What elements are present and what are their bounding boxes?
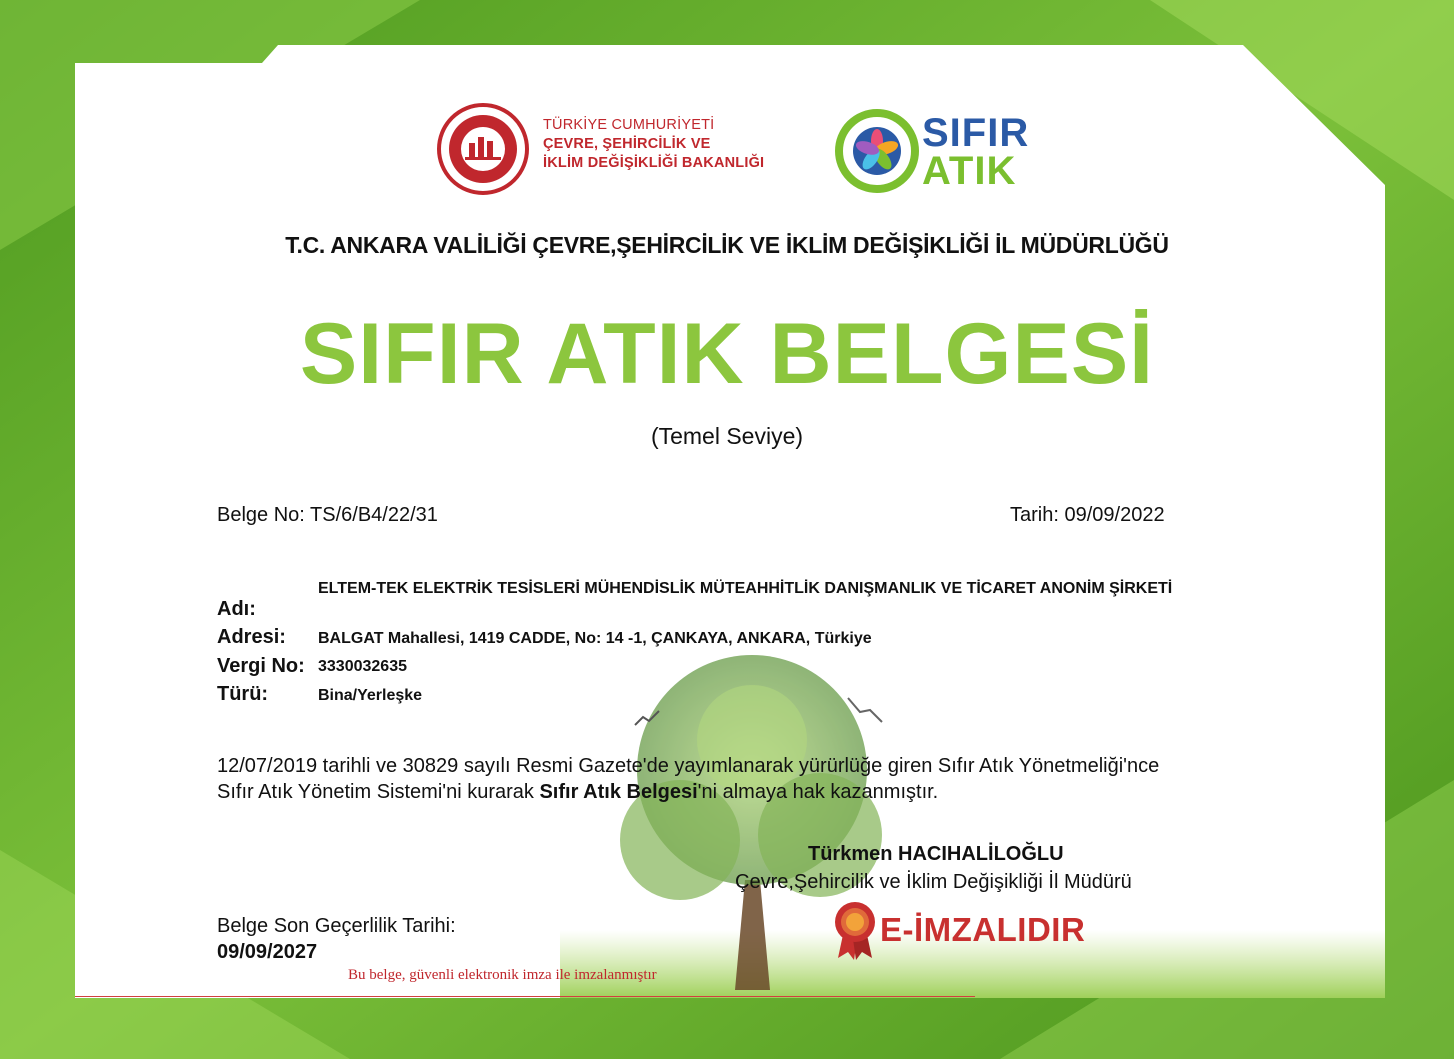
statement-part-1: 12/07/2019 tarihli ve 30829 sayılı Resmi Gazete'de yayımlanarak yürürlüğe giren Sıfır Atık Yönetmeliği'nce Sıfır Atık Yönetim Sistemi'ni kurarak [217, 755, 1160, 803]
certificate-title: SIFIR ATIK BELGESİ [299, 306, 1155, 402]
statement-bold: Sıfır Atık Belgesi [539, 781, 698, 803]
ministry-name [543, 116, 764, 173]
validity-date: 09/09/2027 [217, 941, 318, 963]
logo-word-atik: ATIK [922, 149, 1017, 193]
sifir-atik-logo-text [922, 111, 1030, 193]
ministry-line-3: İKLİM DEĞİŞİKLİĞİ BAKANLIĞI [543, 155, 765, 171]
address-label: Adresi: [217, 626, 286, 648]
validity-label: Belge Son Geçerlilik Tarihi: [217, 915, 456, 937]
e-signed-stamp: E-İMZALIDIR [880, 911, 1086, 948]
seal-ribbon-icon [832, 900, 878, 960]
document-date: Tarih: 09/09/2022 [1010, 504, 1165, 526]
certificate-statement [217, 753, 1197, 805]
signer-title: Çevre,Şehircilik ve İklim Değişikliği İl Müdürü [735, 871, 1132, 893]
certificate-level: (Temel Seviye) [650, 423, 804, 449]
logo-word-sifir: SIFIR [922, 111, 1030, 155]
document-number: Belge No: TS/6/B4/22/31 [217, 504, 438, 526]
divider-line [75, 996, 975, 997]
name-label: Adı: [217, 598, 256, 620]
type-label: Türü: [217, 683, 269, 705]
directorate-title: T.C. ANKARA VALİLİĞİ ÇEVRE,ŞEHİRCİLİK VE İKLİM DEĞİŞİKLİĞİ İL MÜDÜRLÜĞÜ [285, 232, 1169, 258]
ministry-emblem-icon [433, 103, 533, 195]
type-value: Bina/Yerleşke [318, 687, 423, 704]
ministry-line-2: ÇEVRE, ŞEHİRCİLİK VE [543, 136, 711, 152]
sifir-atik-logo-icon [834, 108, 920, 194]
ministry-line-1: TÜRKİYE CUMHURİYETİ [543, 117, 715, 133]
address-value: BALGAT Mahallesi, 1419 CADDE, No: 14 -1, ÇANKAYA, ANKARA, Türkiye [318, 630, 872, 647]
statement-part-2: 'ni almaya hak kazanmıştır. [697, 781, 939, 803]
name-value: ELTEM-TEK ELEKTRİK TESİSLERİ MÜHENDİSLİK MÜTEAHHİTLİK DANIŞMANLIK VE TİCARET ANONİM ŞİRKETİ [318, 580, 1173, 597]
tax-number-label: Vergi No: [217, 655, 305, 677]
signer-name: Türkmen HACIHALİLOĞLU [808, 843, 1064, 865]
tax-number-value: 3330032635 [318, 658, 407, 675]
esign-note: Bu belge, güvenli elektronik imza ile imzalanmıştır [348, 967, 657, 983]
